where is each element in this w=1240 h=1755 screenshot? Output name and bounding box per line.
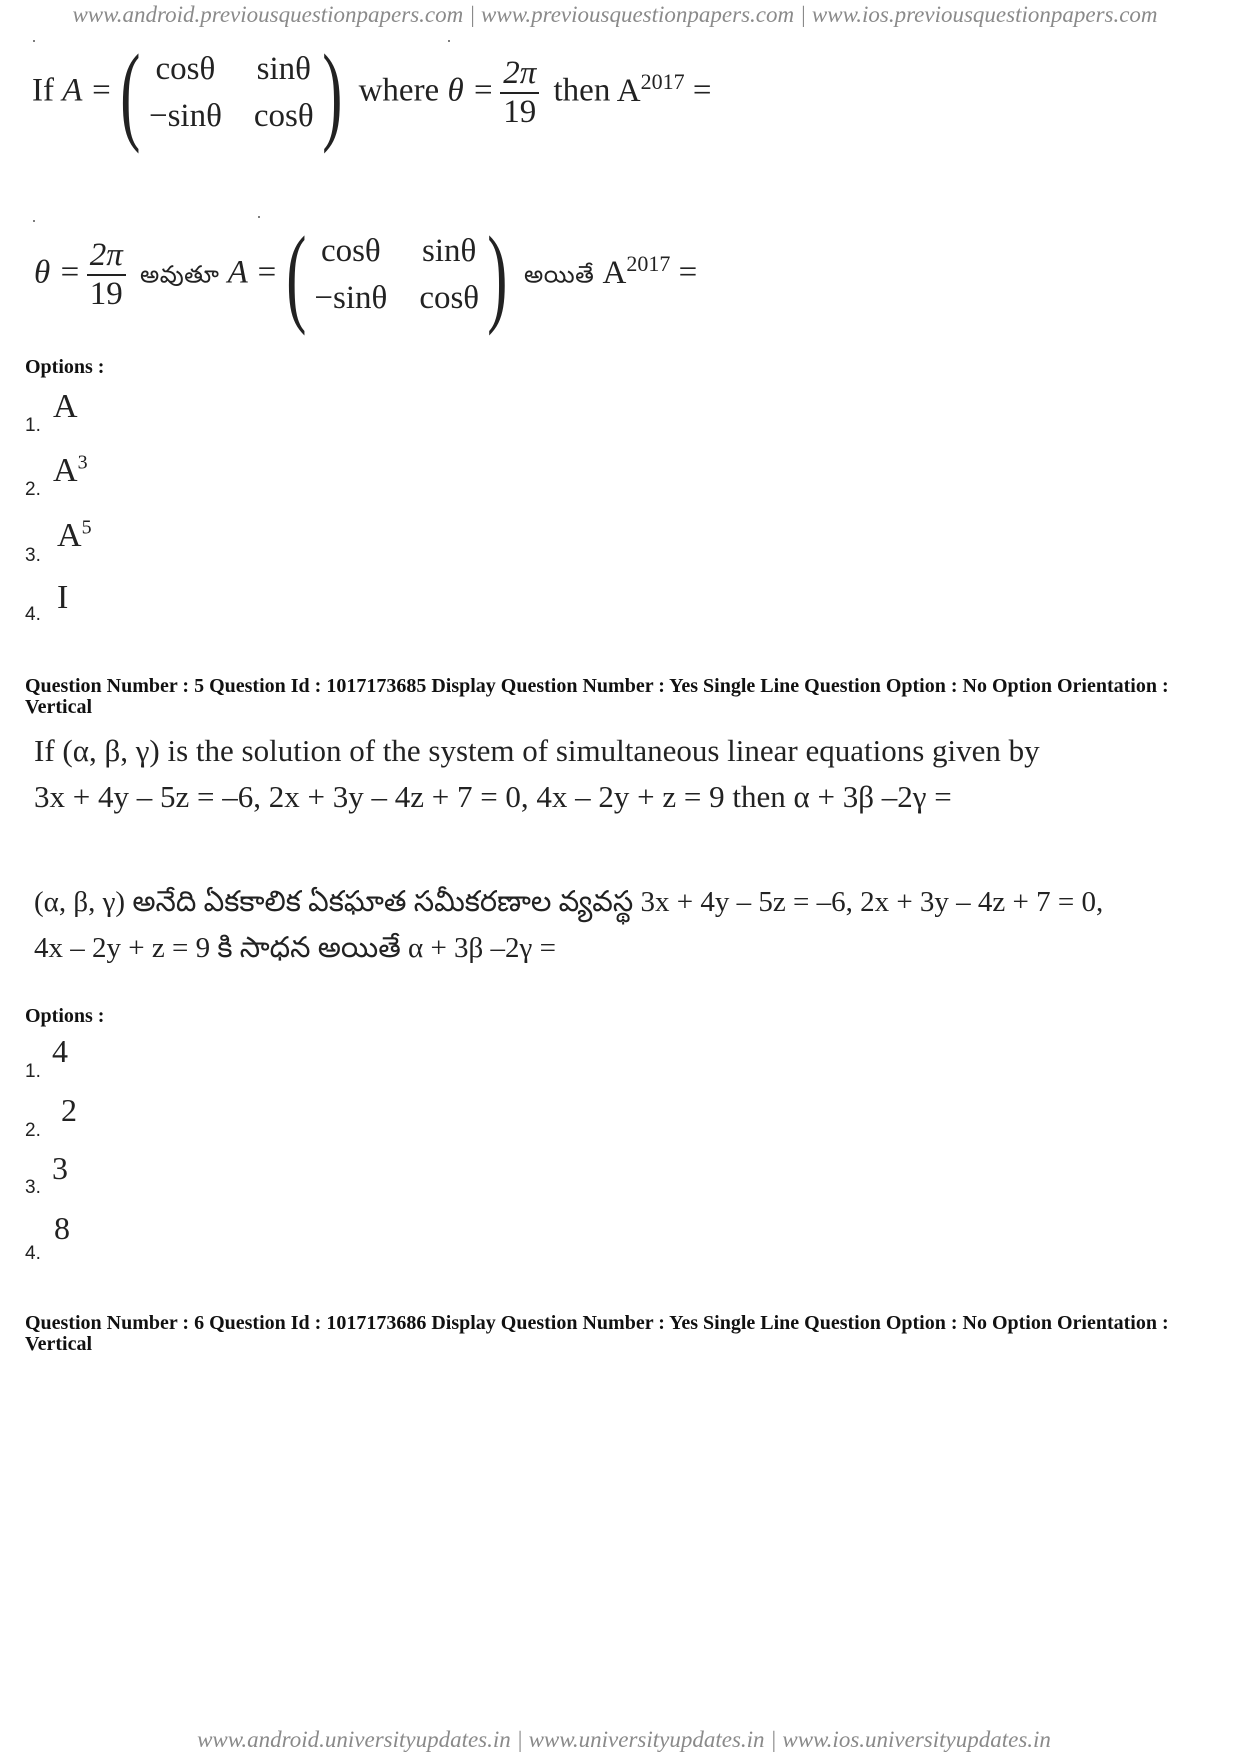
q4-option-2-number: 2. xyxy=(25,479,41,500)
q5-option-2-number: 2. xyxy=(25,1120,41,1141)
q4-te-matrix xyxy=(314,233,479,317)
option-exponent: 5 xyxy=(81,516,92,539)
q5-options-label: Options : xyxy=(25,1005,105,1027)
fraction-denominator: 19 xyxy=(89,276,123,312)
q4-te-power xyxy=(602,250,671,291)
equals-sign: = xyxy=(678,254,698,291)
q6-meta: Question Number : 6 Question Id : 1017173686 Display Question Number : Yes Single Line Question Option : No Option Orientation : Vertical xyxy=(25,1312,1169,1355)
fraction-numerator: 2π xyxy=(500,56,539,94)
matrix-cell: cosθ xyxy=(419,280,480,316)
q4-option-3-value[interactable] xyxy=(57,517,92,555)
q4-te-theta-eq: θ = xyxy=(34,254,81,291)
right-paren: ) xyxy=(487,214,508,336)
q4-option-4-number: 4. xyxy=(25,604,41,625)
q4-power xyxy=(616,68,685,109)
option-base: A xyxy=(57,517,82,554)
q5-telugu-line-1: (α, β, γ) అనేది ఏకకాలిక ఏకఘాత సమీకరణాల వ్యవస్థ 3x + 4y – 5z = –6, 2x + 3y – 4z + 7 = 0, xyxy=(34,886,1104,918)
q5-option-3-number: 3. xyxy=(25,1177,41,1198)
matrix-cell: sinθ xyxy=(256,51,311,87)
q4-a-eq: A = xyxy=(62,72,113,109)
scan-dot xyxy=(258,216,260,218)
q4-english-statement xyxy=(32,32,712,154)
q5-option-4-number: 4. xyxy=(25,1243,41,1264)
power-exponent: 2017 xyxy=(626,250,671,276)
q4-te-word-ayithe: అయితే xyxy=(524,260,595,289)
q4-where-text: where xyxy=(358,72,440,109)
q4-te-a-eq: A = xyxy=(227,254,278,291)
power-base: A xyxy=(602,254,627,291)
q4-telugu-statement xyxy=(34,214,698,336)
q4-te-word-avuthu: అవుతూ xyxy=(140,260,220,289)
q5-telugu-line-2: 4x – 2y + z = 9 కి సాధన అయితే α + 3β –2γ = xyxy=(34,932,556,964)
q4-matrix xyxy=(149,51,314,135)
power-exponent: 2017 xyxy=(640,68,685,94)
q4-theta-fraction xyxy=(500,56,539,129)
q4-option-1-value[interactable] xyxy=(53,388,78,426)
fraction-numerator: 2π xyxy=(87,238,126,276)
scan-dot xyxy=(448,40,450,42)
q5-option-3-value[interactable]: 3 xyxy=(52,1150,68,1186)
fraction-denominator: 19 xyxy=(503,94,537,130)
q5-english-line-2: 3x + 4y – 5z = –6, 2x + 3y – 4z + 7 = 0, 4x – 2y + z = 9 then α + 3β –2γ = xyxy=(34,779,952,814)
scan-dot xyxy=(33,40,35,42)
q4-if-text: If xyxy=(32,72,54,109)
matrix-cell: cosθ xyxy=(155,51,216,87)
option-exponent: 3 xyxy=(77,451,88,474)
matrix-cell: −sinθ xyxy=(148,98,222,134)
q5-option-1-number: 1. xyxy=(25,1061,41,1082)
header-watermark: www.android.previousquestionpapers.com | www.previousquestionpapers.com | www.ios.previousquestionpapers.com xyxy=(72,2,1158,27)
q5-english-line-1: If (α, β, γ) is the solution of the system of simultaneous linear equations given by xyxy=(34,733,1040,768)
q5-option-4-value[interactable]: 8 xyxy=(54,1210,70,1246)
option-base: A xyxy=(53,388,78,425)
q4-options-label: Options : xyxy=(25,356,105,378)
matrix-cell: sinθ xyxy=(422,233,477,269)
q4-option-3-number: 3. xyxy=(25,545,41,566)
q4-then-text: then xyxy=(553,72,611,109)
right-paren: ) xyxy=(321,32,343,154)
matrix-cell: −sinθ xyxy=(314,280,388,316)
footer-watermark: www.android.universityupdates.in | www.universityupdates.in | www.ios.universityupdates.in xyxy=(197,1727,1051,1752)
option-base: A xyxy=(53,452,78,489)
q5-meta: Question Number : 5 Question Id : 1017173685 Display Question Number : Yes Single Line Question Option : No Option Orientation : Vertical xyxy=(25,675,1169,718)
matrix-cell: cosθ xyxy=(320,233,381,269)
q5-option-2-value[interactable]: 2 xyxy=(61,1092,77,1128)
matrix-cell: cosθ xyxy=(253,98,314,134)
power-base: A xyxy=(616,72,641,109)
q4-theta-eq: θ = xyxy=(447,72,495,109)
q4-option-2-value[interactable] xyxy=(53,452,88,490)
q4-te-theta-fraction xyxy=(87,238,126,311)
equals-sign: = xyxy=(692,72,712,109)
q5-option-1-value[interactable]: 4 xyxy=(52,1033,68,1069)
left-paren: ( xyxy=(285,214,307,336)
q4-option-4-value[interactable] xyxy=(57,579,68,617)
option-base: I xyxy=(57,579,69,616)
q4-option-1-number: 1. xyxy=(25,415,41,436)
left-paren: ( xyxy=(120,32,141,154)
